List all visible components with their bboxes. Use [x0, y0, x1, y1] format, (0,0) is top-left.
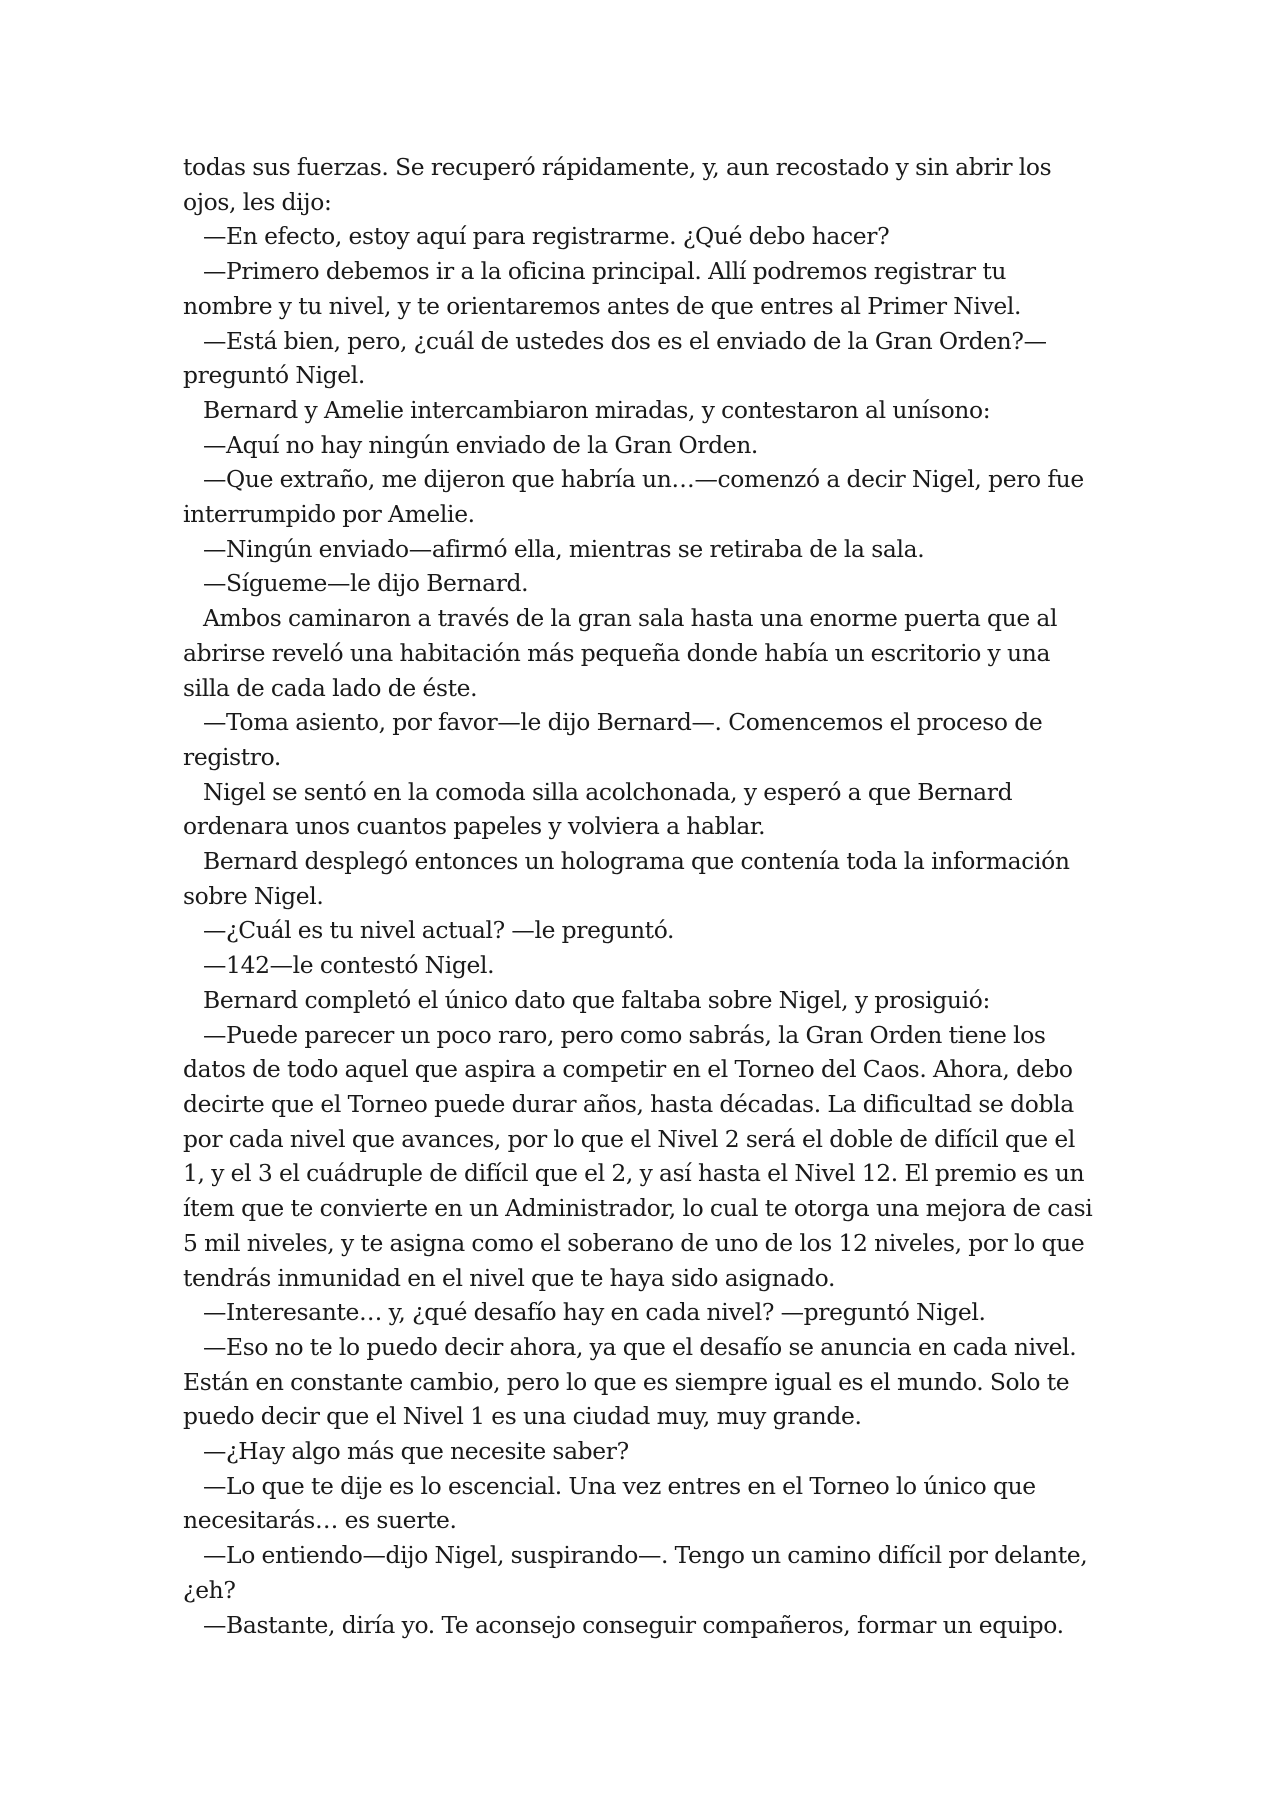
- paragraph: —Que extraño, me dijeron que habría un…—comenzó a decir Nigel, pero fue interrumpido por Amelie.: [183, 465, 1084, 529]
- paragraph: —Puede parecer un poco raro, pero como sabrás, la Gran Orden tiene los datos de todo aquel que aspira a competir en el Torneo del Caos. Ahora, debo decirte que el Torneo puede durar años, hasta décadas. La dificultad se dobla por cada nivel que avances, por lo que el Nivel 2 será el doble de difícil que el 1, y el 3 el cuádruple de difícil que el 2, y así hasta el Nivel 12. El premio es un ítem que te convierte en un Administrador, lo cual te otorga una mejora de casi 5 mil niveles, y te asigna como el soberano de uno de los 12 niveles, por lo que tendrás inmunidad en el nivel que te haya sido asignado.: [183, 1020, 1093, 1292]
- paragraph: —Primero debemos ir a la oficina principal. Allí podremos registrar tu nombre y tu nivel, y te orientaremos antes de que entres al Primer Nivel.: [183, 257, 1022, 320]
- paragraph: —Lo que te dije es lo escencial. Una vez entres en el Torneo lo único que necesitarás… es suerte.: [183, 1471, 1036, 1535]
- paragraph: Bernard y Amelie intercambiaron miradas, y contestaron al unísono:: [203, 395, 991, 424]
- paragraph: —Bastante, diría yo. Te aconsejo conseguir compañeros, formar un equipo.: [203, 1610, 1064, 1639]
- paragraph: —Ningún enviado—afirmó ella, mientras se retiraba de la sala.: [203, 534, 925, 563]
- paragraph: —Interesante… y, ¿qué desafío hay en cada nivel? —preguntó Nigel.: [203, 1298, 986, 1327]
- paragraph: —Toma asiento, por favor—le dijo Bernard—. Comencemos el proceso de registro.: [183, 708, 1043, 771]
- paragraph: —¿Hay algo más que necesite saber?: [203, 1437, 629, 1466]
- paragraph: Bernard completó el único dato que faltaba sobre Nigel, y prosiguió:: [203, 985, 990, 1014]
- paragraph: Bernard desplegó entonces un holograma que contenía toda la información sobre Nigel.: [183, 847, 1070, 910]
- paragraph: —Aquí no hay ningún enviado de la Gran Orden.: [203, 430, 759, 459]
- paragraph: —142—le contestó Nigel.: [203, 951, 495, 980]
- paragraph: —Lo entiendo—dijo Nigel, suspirando—. Tengo un camino difícil por delante, ¿eh?: [183, 1541, 1088, 1604]
- paragraph: todas sus fuerzas. Se recuperó rápidamente, y, aun recostado y sin abrir los ojos, les dijo:: [183, 153, 1052, 216]
- paragraph: Ambos caminaron a través de la gran sala hasta una enorme puerta que al abrirse reveló una habitación más pequeña donde había un escritorio y una silla de cada lado de éste.: [183, 604, 1058, 702]
- body-text: [183, 150, 1098, 1642]
- paragraph: —Eso no te lo puedo decir ahora, ya que el desafío se anuncia en cada nivel. Están en constante cambio, pero lo que es siempre igual es el mundo. Solo te puedo decir que el Nivel 1 es una ciudad muy, muy grande.: [183, 1332, 1077, 1431]
- paragraph: —Sígueme—le dijo Bernard.: [203, 569, 529, 598]
- paragraph: —¿Cuál es tu nivel actual? —le preguntó.: [203, 916, 675, 945]
- paragraph: —En efecto, estoy aquí para registrarme. ¿Qué debo hacer?: [203, 222, 890, 251]
- paragraph: Nigel se sentó en la comoda silla acolchonada, y esperó a que Bernard ordenara unos cuantos papeles y volviera a hablar.: [183, 777, 1013, 841]
- paragraph: —Está bien, pero, ¿cuál de ustedes dos es el enviado de la Gran Orden?—preguntó Nigel.: [183, 326, 1047, 390]
